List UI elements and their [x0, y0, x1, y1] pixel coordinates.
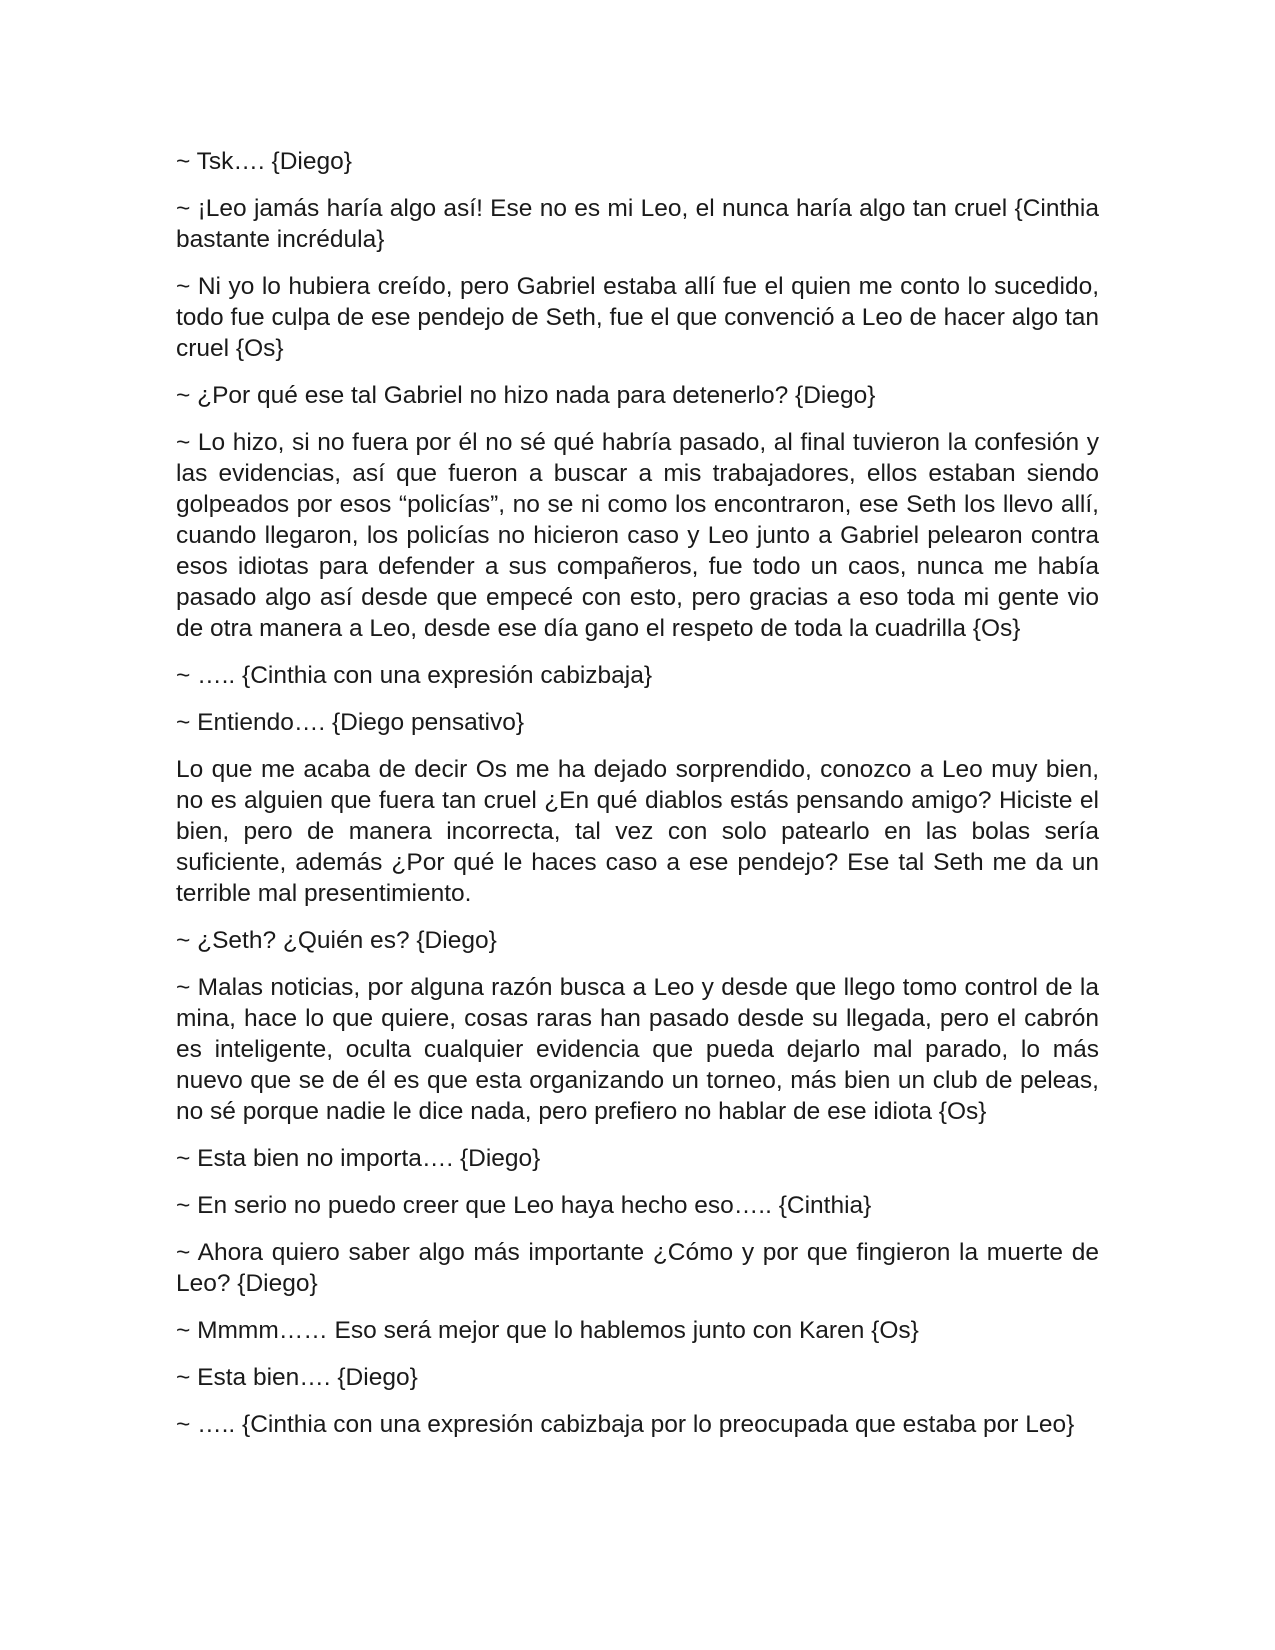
paragraph-6: ~ ….. {Cinthia con una expresión cabizbaja}	[176, 662, 653, 689]
paragraph-13: ~ Ahora quiero saber algo más importante ¿Cómo y por que fingieron la muerte de Leo? {Diego}	[176, 1239, 1099, 1297]
paragraph-15: ~ Esta bien…. {Diego}	[176, 1364, 418, 1391]
paragraph-10: ~ Malas noticias, por alguna razón busca a Leo y desde que llego tomo control de la mina, hace lo que quiere, cosas raras han pasado desde su llegada, pero el cabrón es inteligente, oculta cualquier evidencia que pueda dejarlo mal parado, lo más nuevo que se de él es que esta organizando un torneo, más bien un club de peleas, no sé porque nadie le dice nada, pero prefiero no hablar de ese idiota {Os}	[176, 974, 1099, 1125]
paragraph-8: Lo que me acaba de decir Os me ha dejado sorprendido, conozco a Leo muy bien, no es alguien que fuera tan cruel ¿En qué diablos estás pensando amigo? Hiciste el bien, pero de manera incorrecta, tal vez con solo patearlo en las bolas sería suficiente, además ¿Por qué le haces caso a ese pendejo? Ese tal Seth me da un terrible mal presentimiento.	[176, 756, 1099, 907]
paragraph-5: ~ Lo hizo, si no fuera por él no sé qué habría pasado, al final tuvieron la confesión y las evidencias, así que fueron a buscar a mis trabajadores, ellos estaban siendo golpeados por esos “policías”, no se ni como los encontraron, ese Seth los llevo allí, cuando llegaron, los policías no hicieron caso y Leo junto a Gabriel pelearon contra esos idiotas para defender a sus compañeros, fue todo un caos, nunca me había pasado algo así desde que empecé con esto, pero gracias a eso toda mi gente vio de otra manera a Leo, desde ese día gano el respeto de toda la cuadrilla {Os}	[176, 429, 1099, 642]
paragraph-3: ~ Ni yo lo hubiera creído, pero Gabriel estaba allí fue el quien me conto lo sucedido, todo fue culpa de ese pendejo de Seth, fue el que convenció a Leo de hacer algo tan cruel {Os}	[176, 273, 1099, 362]
paragraph-16: ~ ….. {Cinthia con una expresión cabizbaja por lo preocupada que estaba por Leo}	[176, 1411, 1075, 1438]
paragraph-12: ~ En serio no puedo creer que Leo haya hecho eso….. {Cinthia}	[176, 1192, 872, 1219]
paragraph-2: ~ ¡Leo jamás haría algo así! Ese no es mi Leo, el nunca haría algo tan cruel {Cinthia bastante incrédula}	[176, 195, 1099, 253]
paragraph-7: ~ Entiendo…. {Diego pensativo}	[176, 709, 525, 736]
paragraph-14: ~ Mmmm…… Eso será mejor que lo hablemos junto con Karen {Os}	[176, 1317, 919, 1344]
paragraph-11: ~ Esta bien no importa…. {Diego}	[176, 1145, 541, 1172]
paragraph-1: ~ Tsk…. {Diego}	[176, 148, 352, 175]
paragraph-4: ~ ¿Por qué ese tal Gabriel no hizo nada para detenerlo? {Diego}	[176, 382, 876, 409]
document-body	[176, 146, 1099, 1456]
paragraph-9: ~ ¿Seth? ¿Quién es? {Diego}	[176, 927, 497, 954]
